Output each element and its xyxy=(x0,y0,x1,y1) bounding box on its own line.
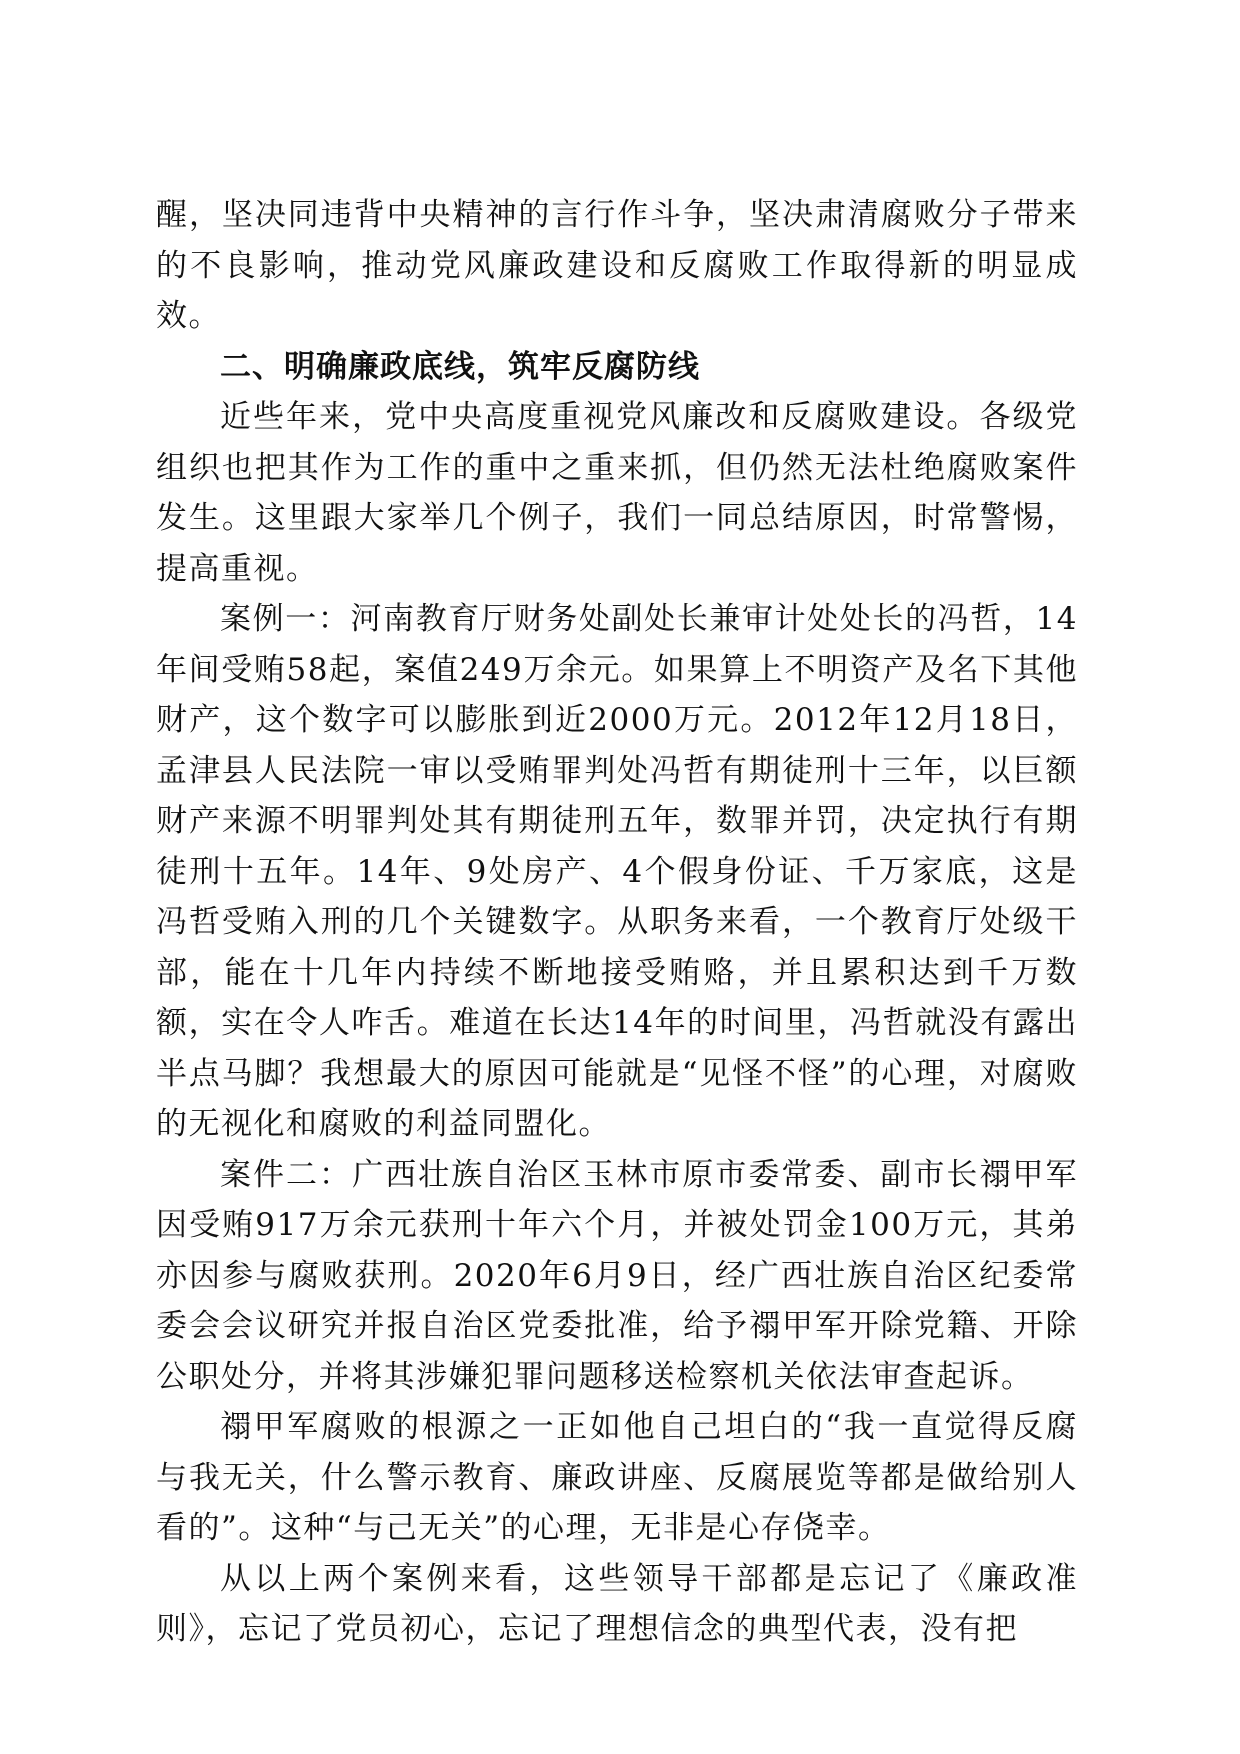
paragraph-conclusion: 从以上两个案例来看，这些领导干部都是忘记了《廉政准则》，忘记了党员初心，忘记了理想信念的典型代表，没有把 xyxy=(156,1560,1078,1647)
document-page xyxy=(156,190,1078,1655)
paragraph-case-one: 案例一：河南教育厅财务处副处长兼审计处处长的冯哲，14年间受贿58起，案值249万余元。如果算上不明资产及名下其他财产，这个数字可以膨胀到近2000万元。2012年12月18日，孟津县人民法院一审以受贿罪判处冯哲有期徒刑十三年，以巨额财产来源不明罪判处其有期徒刑五年，数罪并罚，决定执行有期徒刑十五年。14年、9处房产、4个假身份证、千万家底，这是冯哲受贿入刑的几个关键数字。从职务来看，一个教育厅处级干部，能在十几年内持续不断地接受贿赂，并且累积达到千万数额，实在令人咋舌。难道在长达14年的时间里，冯哲就没有露出半点马脚？我想最大的原因可能就是“见怪不怪”的心理，对腐败的无视化和腐败的利益同盟化。 xyxy=(156,601,1078,1142)
paragraph-case-two-analysis: 禤甲军腐败的根源之一正如他自己坦白的“我一直觉得反腐与我无关，什么警示教育、廉政讲座、反腐展览等都是做给别人看的”。这种“与己无关”的心理，无非是心存侥幸。 xyxy=(156,1409,1078,1546)
section-heading: 二、明确廉政底线，筑牢反腐防线 xyxy=(220,348,700,385)
paragraph-intro: 近些年来，党中央高度重视党风廉改和反腐败建设。各级党组织也把其作为工作的重中之重来抓，但仍然无法杜绝腐败案件发生。这里跟大家举几个例子，我们一同总结原因，时常警惕，提高重视。 xyxy=(156,399,1078,587)
paragraph-continuation: 醒，坚决同违背中央精神的言行作斗争，坚决肃清腐败分子带来的不良影响，推动党风廉政建设和反腐败工作取得新的明显成效。 xyxy=(156,197,1078,334)
paragraph-case-two: 案件二：广西壮族自治区玉林市原市委常委、副市长禤甲军因受贿917万余元获刑十年六个月，并被处罚金100万元，其弟亦因参与腐败获刑。2020年6月9日，经广西壮族自治区纪委常委会会议研究并报自治区党委批准，给予禤甲军开除党籍、开除公职处分，并将其涉嫌犯罪问题移送检察机关依法审查起诉。 xyxy=(156,1156,1078,1395)
